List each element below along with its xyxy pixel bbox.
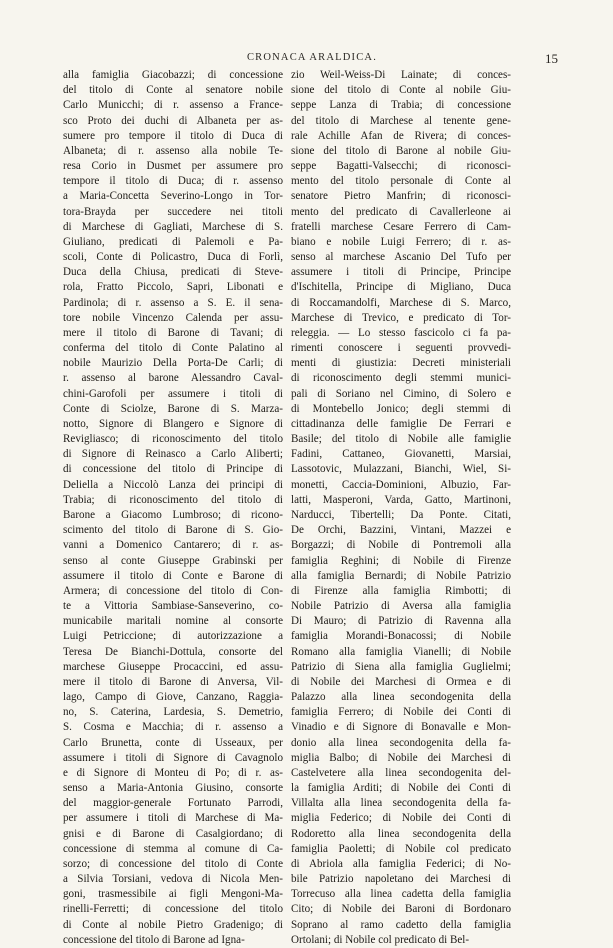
text-line: monetti, Caccia-Dominioni, Albuzio, Far- xyxy=(291,478,511,491)
text-line: seppe Lanza di Trabia; di concessione xyxy=(291,99,511,112)
text-line: concessione del titolo di Barone ad Igna- xyxy=(63,933,245,946)
text-line: Deliella a Niccolò Lanza dei principi di xyxy=(63,478,283,491)
text-line: concessione di stemma al comune di Ca- xyxy=(63,842,283,855)
left-text-column xyxy=(63,68,283,948)
page-header xyxy=(58,52,558,68)
text-line: di Conte al nobile Pietro Gradenigo; di xyxy=(63,918,283,931)
text-line: Trabia; di riconoscimento del titolo di xyxy=(63,493,283,506)
text-line: marchese Giuseppe Procaccini, ed assu- xyxy=(63,660,283,673)
text-line: cittadinanza delle famiglie De Ferrari e xyxy=(291,417,511,430)
text-line: famiglia Ferrero; di Nobile dei Conti di xyxy=(291,706,511,719)
text-line: bile Patrizio napoletano dei Marchesi di xyxy=(291,873,511,886)
text-line: del maggior-generale Fortunato Parrodi, xyxy=(63,797,283,810)
text-line: S. Cosma e Macchia; di r. assenso a xyxy=(63,721,283,734)
text-line: fratelli marchese Cesare Ferrero di Cam- xyxy=(291,220,511,233)
text-line: d'Ischitella, Principe di Migliano, Duca xyxy=(291,281,511,294)
text-line: De Orchi, Bazzini, Vintani, Mazzei e xyxy=(291,524,511,537)
text-line: Marchese di Trevico, e predicato di Tor- xyxy=(291,311,511,324)
text-line: a Maria-Concetta Severino-Longo in Tor- xyxy=(63,190,283,203)
text-line: senso al marchese Ascanio Del Tufo per xyxy=(291,251,511,264)
text-line: Ortolani; di Nobile col predicato di Bel- xyxy=(291,933,470,946)
text-line: Fadini, Cattaneo, Giovanetti, Marsiai, xyxy=(291,448,511,461)
text-line: tora-Brayda per succedere nei titoli xyxy=(63,205,283,218)
text-line: scimento del titolo di Barone di S. Gio- xyxy=(63,524,283,537)
text-line: no, S. Caterina, Lardesia, S. Demetrio, xyxy=(63,706,283,719)
text-line: rale Achille Afan de Rivera; di conces- xyxy=(291,129,511,142)
text-line: releggia. — Lo stesso fascicolo ci fa pa- xyxy=(291,326,511,339)
text-line: r. assenso al barone Alessandro Caval- xyxy=(63,372,283,385)
text-line: Cito; di Nobile dei Baroni di Bordonaro xyxy=(291,903,511,916)
text-line: Patrizio di Siena alla famiglia Guglielmi; xyxy=(291,660,511,673)
text-line: menti di giustizia: Decreti ministeriali xyxy=(291,357,511,370)
text-line: del titolo di Conte al senatore nobile xyxy=(63,84,283,97)
page-number: 15 xyxy=(545,51,558,66)
text-line: sorzo; di concessione del titolo di Conte xyxy=(63,857,283,870)
text-line: Borgazzi; di Nobile di Pontremoli alla xyxy=(291,539,511,552)
text-line: vanni a Domenico Cantarero; di r. as- xyxy=(63,539,283,552)
text-line: Armera; di concessione del titolo di Con- xyxy=(63,584,283,597)
text-line: Duca della Chiusa, predicati di Steve- xyxy=(63,266,283,279)
text-line: di Nobile dei Marchesi di Ormea e di xyxy=(291,675,511,688)
text-line: notto, Signore di Blangero e Signore di xyxy=(63,417,283,430)
text-line: latti, Masperoni, Varda, Gatto, Martinoni, xyxy=(291,493,511,506)
text-line: di Marchese di Gagliati, Marchese di S. xyxy=(63,220,283,233)
text-line: Vinadio e di Signore di Bonavalle e Mon- xyxy=(291,721,511,734)
text-line: Di Mauro; di Patrizio di Ravenna alla xyxy=(291,615,511,628)
text-line: famiglia Reghini; di Nobile di Firenze xyxy=(291,554,511,567)
text-line: Albaneta; di r. assenso alla nobile Te- xyxy=(63,144,283,157)
text-line: Castelvetere alla linea secondogenita del- xyxy=(291,766,511,779)
text-line: di Signore di Reinasco a Carlo Aliberti; xyxy=(63,448,283,461)
text-line: assumere i titoli di Principe, Principe xyxy=(291,266,511,279)
text-line: a Silvia Torsiani, vedova di Nicola Men- xyxy=(63,873,283,886)
text-line: scoli, Conte di Policastro, Duca di Forlì, xyxy=(63,251,283,264)
text-line: per assumere i titoli di Marchese di Ma- xyxy=(63,812,283,825)
text-line: municabile maritali nomine al consorte xyxy=(63,615,283,628)
text-line: alla famiglia Bernardi; di Nobile Patrizio xyxy=(291,569,511,582)
text-line: sumere pro tempore il titolo di Duca di xyxy=(63,129,283,142)
text-line: di riconoscimento degli stemmi munici- xyxy=(291,372,511,385)
text-line: senatore Pietro Manfrin; di riconosci- xyxy=(291,190,511,203)
text-line: lago, Campo di Giove, Canzano, Raggia- xyxy=(63,691,283,704)
text-line: mento del titolo personale di Conte al xyxy=(291,175,511,188)
text-line: Basile; del titolo di Nobile alle famiglie xyxy=(291,433,511,446)
text-line: senso al conte Giuseppe Grabinski per xyxy=(63,554,283,567)
text-line: di Montebello Jonico; degli stemmi di xyxy=(291,402,511,415)
text-line: nobile Maurizio Della Porta-De Carli; di xyxy=(63,357,283,370)
text-line: zio Weil-Weiss-Di Lainate; di conces- xyxy=(291,69,511,81)
text-line: tempore il titolo di Duca; di r. assenso xyxy=(63,175,283,188)
text-line: la famiglia Arditi; di Nobile dei Conti di xyxy=(291,782,511,795)
text-line: famiglia Morandi-Bonacossi; di Nobile xyxy=(291,630,511,643)
text-line: Palazzo alla linea secondogenita della xyxy=(291,691,511,704)
text-line: biano e nobile Luigi Ferrero; di r. as- xyxy=(291,235,511,248)
text-line: sco Proto dei duchi di Albaneta per as- xyxy=(63,114,283,127)
text-line: gnisi e di Barone di Casalgiordano; di xyxy=(63,827,283,840)
text-line: conferma del titolo di Conte Palatino al xyxy=(63,342,283,355)
text-line: di Roccamandolfi, Marchese di S. Marco, xyxy=(291,296,511,309)
text-line: di Abriola alla famiglia Federici; di No- xyxy=(291,857,511,870)
text-line: sione del titolo di Barone al nobile Giu- xyxy=(291,144,511,157)
text-line: seppe Bagatti-Valsecchi; di riconosci- xyxy=(291,160,511,173)
text-line: Romano alla famiglia Vianelli; di Nobile xyxy=(291,645,511,658)
text-line: di concessione del titolo di Principe di xyxy=(63,463,283,476)
text-line: Carlo Municchi; di r. assenso a France- xyxy=(63,99,283,112)
text-line: rimenti conoscere i seguenti provvedi- xyxy=(291,342,511,355)
text-line: alla famiglia Giacobazzi; di concessione xyxy=(63,69,283,81)
text-line: Pardinola; di r. assenso a S. E. il sena- xyxy=(63,296,283,309)
text-line: goni, trasmessibile ai figli Mengoni-Ma- xyxy=(63,888,283,901)
text-line: miglia Federico; di Nobile dei Conti di xyxy=(291,812,511,825)
text-line: Teresa De Bianchi-Dottula, consorte del xyxy=(63,645,283,658)
text-line: del titolo di Marchese al tenente gene- xyxy=(291,114,511,127)
text-line: Lassotovic, Mulazzani, Bianchi, Wiel, Si- xyxy=(291,463,511,476)
text-line: miglia Balbo; di Nobile dei Marchesi di xyxy=(291,751,511,764)
text-line: Soprano al ramo cadetto della famiglia xyxy=(291,918,511,931)
running-title: CRONACA ARALDICA. xyxy=(246,52,378,63)
text-line: Conte di Sciolze, Barone di S. Marza- xyxy=(63,402,283,415)
text-line: e di Signore di Monteu di Po; di r. as- xyxy=(63,766,283,779)
text-line: Giuliano, predicati di Palemoli e Pa- xyxy=(63,235,283,248)
text-line: di Firenze alla famiglia Rimbotti; di xyxy=(291,584,511,597)
text-line: Narducci, Tibertelli; Da Ponte. Citati, xyxy=(291,508,511,521)
text-line: rinelli-Ferretti; di concessione del titolo xyxy=(63,903,283,916)
text-line: sione del titolo di Conte al nobile Giu- xyxy=(291,84,511,97)
text-line: resa Corio in Dusmet per assumere pro xyxy=(63,160,283,173)
text-line: tore nobile Vincenzo Calenda per assu- xyxy=(63,311,283,324)
text-line: assumere il titolo di Conte e Barone di xyxy=(63,569,283,582)
text-line: mere il titolo di Barone di Tavani; di xyxy=(63,326,283,339)
text-line: Luigi Petriccione; di autorizzazione a xyxy=(63,630,283,643)
text-line: Revigliasco; di riconoscimento del titolo xyxy=(63,433,283,446)
text-line: Rodoretto alla linea secondogenita della xyxy=(291,827,511,840)
text-line: Barone a Giacomo Lumbroso; di ricono- xyxy=(63,508,283,521)
text-line: Villalta alla linea secondogenita della fa- xyxy=(291,797,511,810)
text-line: rola, Fratto Piccolo, Sapri, Libonati e xyxy=(63,281,283,294)
text-line: famiglia Paoletti; di Nobile col predicato xyxy=(291,842,511,855)
right-text-column xyxy=(291,68,511,948)
text-line: mere il titolo di Barone di Anversa, Vil- xyxy=(63,675,283,688)
text-line: assumere i titoli di Signore di Cavagnolo xyxy=(63,751,283,764)
text-line: senso a Maria-Antonia Giusino, consorte xyxy=(63,782,283,795)
text-line: pali di Soriano nel Cimino, di Solero e xyxy=(291,387,511,400)
text-line: mento del predicato di Cavallerleone ai xyxy=(291,205,511,218)
text-line: te a Vittoria Sambiase-Sanseverino, co- xyxy=(63,600,283,613)
text-line: Nobile Patrizio di Aversa alla famiglia xyxy=(291,600,511,613)
text-line: chini-Garofoli per assumere i titoli di xyxy=(63,387,283,400)
text-line: Torrecuso alla linea cadetta della famiglia xyxy=(291,888,511,901)
text-line: Carlo Brunetta, conte di Usseaux, per xyxy=(63,736,283,749)
text-line: donio alla linea secondogenita della fa- xyxy=(291,736,511,749)
